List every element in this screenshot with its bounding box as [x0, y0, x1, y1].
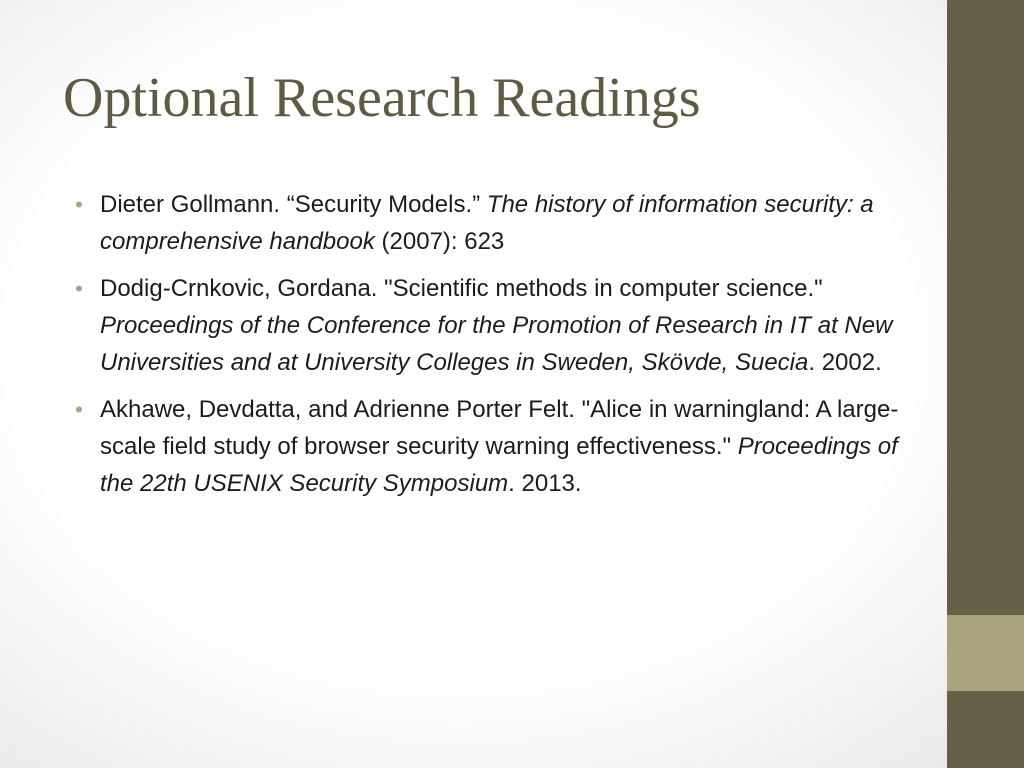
bullet-icon: • — [75, 276, 83, 301]
bullet-icon: • — [75, 397, 83, 422]
reference-source: Proceedings of the Conference for the Promotion of Research in IT at New Universities and at University Colleges in Sweden, Skövde, Suecia — [100, 312, 893, 376]
reference-suffix: . 2002. — [808, 349, 882, 376]
reference-item — [72, 391, 902, 502]
bullet-icon: • — [75, 192, 83, 217]
reference-source: The history of information security: a comprehensive handbook — [100, 191, 874, 255]
reference-text: Akhawe, Devdatta, and Adrienne Porter Felt. "Alice in warningland: A large-scale field study of browser security warning effectiveness." — [100, 396, 899, 460]
reference-suffix: . 2013. — [508, 470, 582, 497]
reference-source: Proceedings of the 22th USENIX Security Symposium — [100, 433, 898, 497]
reference-list — [72, 186, 902, 512]
slide-title: Optional Research Readings — [63, 67, 701, 129]
reference-text: Dieter Gollmann. “Security Models.” — [100, 191, 487, 218]
reference-suffix: (2007): 623 — [374, 228, 505, 255]
reference-item — [72, 270, 902, 381]
reference-item — [72, 186, 902, 260]
reference-text: Dodig-Crnkovic, Gordana. "Scientific methods in computer science." — [100, 275, 823, 302]
sidebar-accent-block — [947, 615, 1024, 691]
